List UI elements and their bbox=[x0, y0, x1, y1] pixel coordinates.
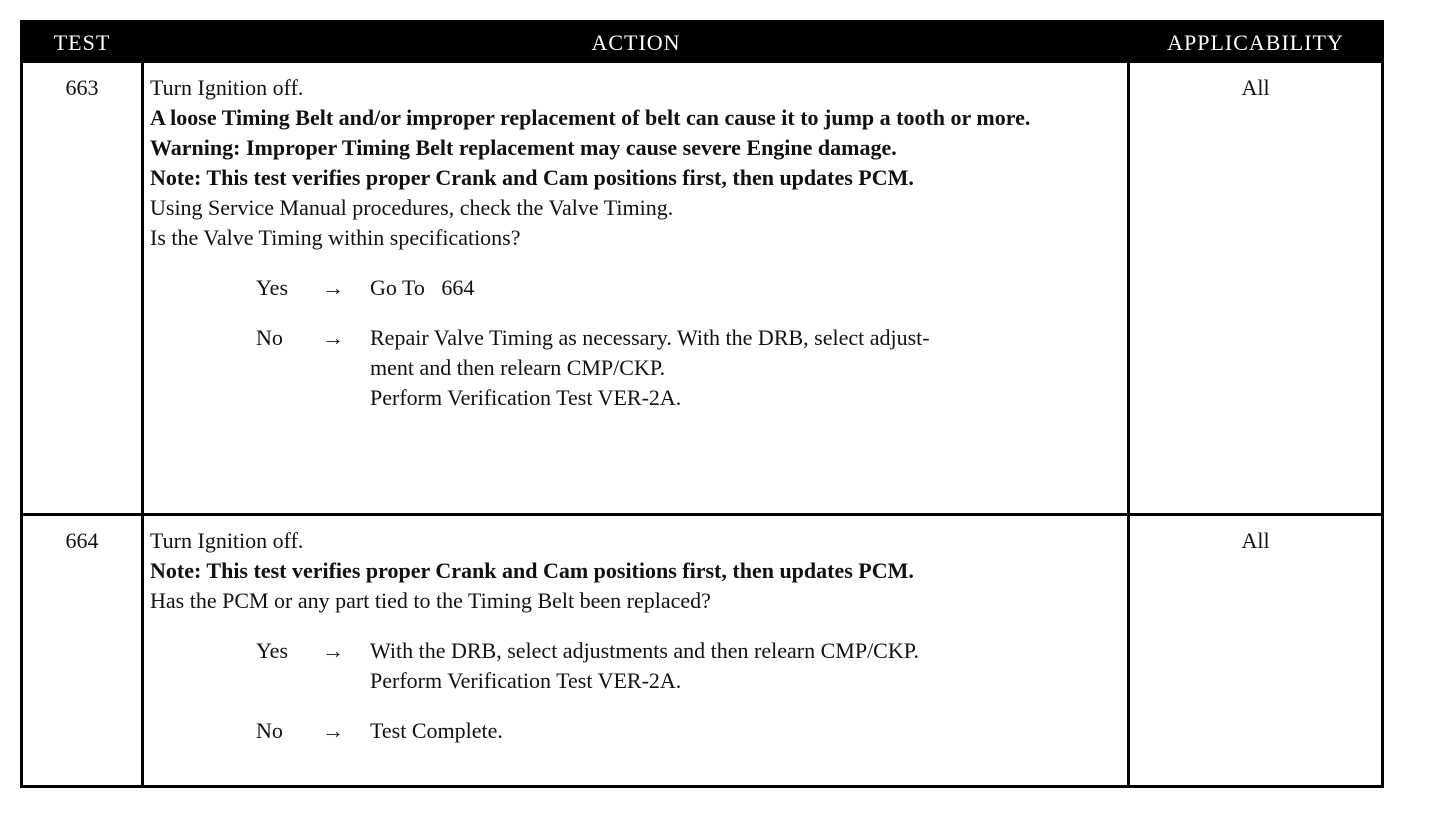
diagnostic-table bbox=[20, 20, 1384, 788]
answer-label: Yes bbox=[256, 638, 289, 663]
answer-continuation bbox=[150, 666, 1120, 696]
answer-no bbox=[150, 323, 1120, 353]
answer-text: Go To 664 bbox=[370, 275, 475, 300]
action-cell bbox=[150, 526, 1120, 746]
column-divider bbox=[1127, 63, 1130, 785]
action-cell bbox=[150, 73, 1120, 413]
answer-continuation bbox=[150, 383, 1120, 413]
column-divider bbox=[141, 63, 144, 785]
applicability-value: All bbox=[1241, 75, 1270, 100]
arrow-icon: → bbox=[322, 275, 344, 300]
note-line: Note: This test verifies proper Crank and Cam positions first, then updates PCM. bbox=[150, 165, 914, 190]
row-divider bbox=[23, 513, 1381, 516]
action-line: Turn Ignition off. bbox=[150, 75, 304, 100]
answer-text: With the DRB, select adjustments and then relearn CMP/CKP. bbox=[370, 638, 920, 663]
warning-line: Warning: Improper Timing Belt replacement may cause severe Engine damage. bbox=[150, 135, 897, 160]
answer-yes bbox=[150, 273, 1120, 303]
question-line: Has the PCM or any part tied to the Timing Belt been replaced? bbox=[150, 588, 711, 613]
arrow-icon: → bbox=[322, 638, 344, 663]
table-header bbox=[23, 23, 1381, 63]
answer-text: ment and then relearn CMP/CKP. bbox=[370, 355, 666, 380]
header-test: TEST bbox=[53, 30, 111, 55]
answer-label: Yes bbox=[256, 275, 289, 300]
test-number: 663 bbox=[65, 75, 99, 100]
answer-text: Test Complete. bbox=[370, 718, 503, 743]
arrow-icon: → bbox=[322, 325, 344, 350]
question-line: Is the Valve Timing within specifications? bbox=[150, 225, 521, 250]
answer-label: No bbox=[256, 718, 283, 743]
header-action: ACTION bbox=[591, 30, 681, 55]
answer-text: Repair Valve Timing as necessary. With the DRB, select adjust- bbox=[370, 325, 930, 350]
answer-text: Perform Verification Test VER-2A. bbox=[370, 668, 682, 693]
header-applicability: APPLICABILITY bbox=[1167, 30, 1344, 55]
arrow-icon: → bbox=[322, 718, 344, 743]
answer-continuation bbox=[150, 353, 1120, 383]
applicability-value: All bbox=[1241, 528, 1270, 553]
test-number: 664 bbox=[65, 528, 99, 553]
answer-no bbox=[150, 716, 1120, 746]
action-line: Turn Ignition off. bbox=[150, 528, 304, 553]
note-line: Note: This test verifies proper Crank and Cam positions first, then updates PCM. bbox=[150, 558, 914, 583]
action-line: Using Service Manual procedures, check the Valve Timing. bbox=[150, 195, 674, 220]
answer-label: No bbox=[256, 325, 283, 350]
action-line-bold: A loose Timing Belt and/or improper replacement of belt can cause it to jump a tooth or more. bbox=[150, 105, 1031, 130]
answer-text: Perform Verification Test VER-2A. bbox=[370, 385, 682, 410]
answer-yes bbox=[150, 636, 1120, 666]
